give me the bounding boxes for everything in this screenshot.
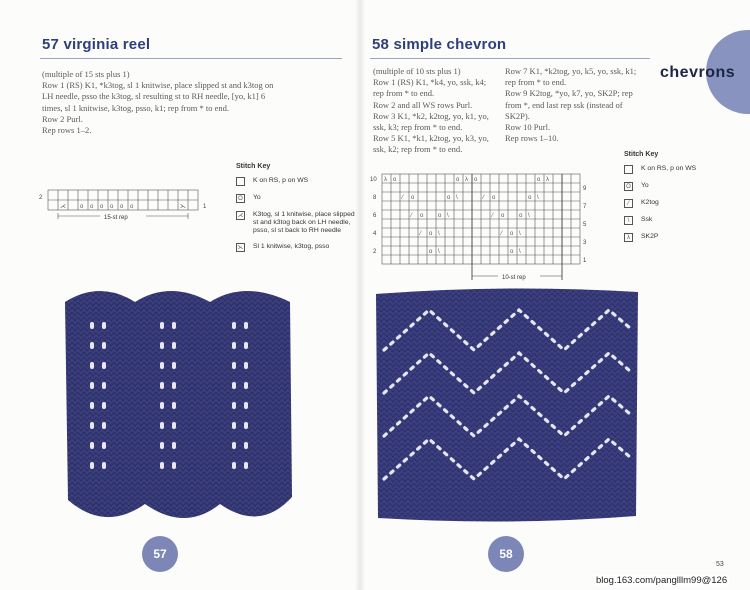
chart-row-label-right: 1 xyxy=(203,204,207,210)
knit-square-icon xyxy=(624,165,633,174)
svg-text:⋌: ⋌ xyxy=(60,204,66,210)
key-row xyxy=(624,182,724,191)
svg-text:\: \ xyxy=(456,195,458,201)
key-row xyxy=(624,233,724,242)
svg-text:λ: λ xyxy=(465,177,468,183)
svg-text:o: o xyxy=(438,213,442,219)
svg-text:λ: λ xyxy=(384,177,387,183)
key-row xyxy=(236,211,356,235)
key-row xyxy=(236,177,356,186)
row-label: 9 xyxy=(583,186,587,192)
key-row xyxy=(624,216,724,225)
svg-text:o: o xyxy=(110,204,114,210)
svg-text:o: o xyxy=(510,231,514,237)
swatch-body xyxy=(65,291,292,518)
key-label: K on RS, p on WS xyxy=(253,177,309,184)
svg-text:\: \ xyxy=(438,231,440,237)
yarn-over-icon: O xyxy=(236,194,245,203)
svg-text:o: o xyxy=(456,177,460,183)
svg-text:o: o xyxy=(510,249,514,255)
key-label: K on RS, p on WS xyxy=(641,165,697,172)
k3tog-place-icon: ⋌ xyxy=(237,213,244,219)
svg-text:⁄: ⁄ xyxy=(501,231,503,237)
svg-text:⁄: ⁄ xyxy=(420,231,422,237)
svg-text:⁄: ⁄ xyxy=(492,213,494,219)
svg-text:⁄: ⁄ xyxy=(411,213,413,219)
chart-repeat-label: 10-st rep xyxy=(502,275,526,281)
pattern-58-swatch-photo xyxy=(372,288,642,524)
svg-text:\: \ xyxy=(519,231,521,237)
instruction-line: Row 3 K1, *k2, k2tog, yo, k1, yo, ssk, k3; rep from * to end. xyxy=(373,110,489,133)
instruction-line: Rep rows 1–2. xyxy=(42,125,92,136)
svg-text:o: o xyxy=(519,213,523,219)
row-label: 7 xyxy=(583,204,587,210)
instruction-line: Row 5 K1, *k1, k2tog, yo, k3, yo, ssk, k2; rep from * to end. xyxy=(373,133,489,155)
pattern-58-instructions-col1 xyxy=(373,66,498,156)
key-row xyxy=(624,165,724,174)
svg-text:\: \ xyxy=(447,213,449,219)
instruction-line: Row 7 K1, *k2tog, yo, k5, yo, ssk, k1; rep from * to end. xyxy=(505,66,637,88)
book-gutter xyxy=(355,0,365,590)
key-label: Ssk xyxy=(641,216,653,223)
svg-text:o: o xyxy=(393,177,397,183)
pattern-57-title: 57 virginia reel xyxy=(42,36,151,53)
svg-text:o: o xyxy=(429,249,433,255)
instruction-line: Row 9 K2tog, *yo, k7, yo, SK2P; rep from *, end last rep ssk (instead of SK2P). xyxy=(505,88,633,121)
ssk-icon: \ xyxy=(624,216,633,225)
svg-text:o: o xyxy=(474,177,478,183)
svg-text:o: o xyxy=(528,195,532,201)
pattern-57-stitch-key xyxy=(236,163,356,260)
instruction-line: Row 10 Purl. xyxy=(505,122,551,133)
chart-row-label-left: 2 xyxy=(39,195,43,201)
key-label: Yo xyxy=(641,182,649,189)
svg-text:o: o xyxy=(492,195,496,201)
sk3tog-icon: ⋋ xyxy=(237,245,244,251)
stitch-key-title: Stitch Key xyxy=(236,163,271,170)
chart-left-row-labels xyxy=(370,177,377,255)
svg-text:o: o xyxy=(420,213,424,219)
key-label: Yo xyxy=(253,194,261,201)
svg-text:λ: λ xyxy=(546,177,549,183)
page-number: 53 xyxy=(716,561,724,568)
svg-text:\: \ xyxy=(537,195,539,201)
row-label: 8 xyxy=(373,195,377,201)
instruction-line: (multiple of 10 sts plus 1) xyxy=(373,66,461,76)
row-label: 3 xyxy=(583,240,587,246)
instruction-line: (multiple of 15 sts plus 1) xyxy=(42,69,130,79)
key-row xyxy=(236,243,356,252)
row-label: 4 xyxy=(373,231,377,237)
chart-grid xyxy=(382,174,580,264)
pattern-58-instructions-col2 xyxy=(505,66,637,144)
sk2p-icon: λ xyxy=(624,233,633,242)
row-label: 6 xyxy=(373,213,377,219)
instruction-line: Row 1 (RS) K1, *k3tog, sl 1 knitwise, place slipped st and k3tog on LH needle, psso the k3tog, sl resulting st to RH needle, [yo, k1] 6 times, sl 1 knitwise, k3tog, psso, k1; rep from * to end. xyxy=(42,80,274,113)
row-label: 2 xyxy=(373,249,377,255)
k2tog-icon: ⁄ xyxy=(624,199,633,208)
svg-text:o: o xyxy=(429,231,433,237)
key-label: K3tog, sl 1 knitwise, place slipped st and k3tog back on LH needle, psso, sl st back to RH needle xyxy=(253,211,355,234)
watermark-text: blog.163.com/panglllm99@126 xyxy=(596,575,728,586)
svg-text:o: o xyxy=(120,204,124,210)
key-label: SK2P xyxy=(641,233,659,240)
instruction-line: Row 2 Purl. xyxy=(42,113,83,124)
key-label: Sl 1 knitwise, k3tog, psso xyxy=(253,243,330,250)
title-rule-right xyxy=(370,58,650,59)
knit-square-icon xyxy=(236,177,245,186)
svg-text:o: o xyxy=(501,213,505,219)
svg-text:o: o xyxy=(100,204,104,210)
row-label: 1 xyxy=(583,258,587,264)
pattern-58-chart xyxy=(368,170,598,288)
pattern-58-title: 58 simple chevron xyxy=(372,36,507,53)
instruction-line: Row 1 (RS) K1, *k4, yo, ssk, k4; rep from * to end. xyxy=(373,77,487,99)
svg-text:\: \ xyxy=(528,213,530,219)
svg-text:o: o xyxy=(537,177,541,183)
pattern-57-swatch-photo xyxy=(60,282,300,532)
svg-text:\: \ xyxy=(438,249,440,255)
svg-text:⁄: ⁄ xyxy=(402,195,404,201)
svg-text:⋋: ⋋ xyxy=(180,204,186,210)
key-row xyxy=(624,199,724,208)
key-label: K2tog xyxy=(641,199,659,206)
chart-repeat-label: 15-st rep xyxy=(104,215,128,221)
key-row xyxy=(236,194,356,203)
pattern-57-badge: 57 xyxy=(142,536,178,572)
svg-text:o: o xyxy=(447,195,451,201)
instruction-line: Rep rows 1–10. xyxy=(505,133,559,144)
yarn-over-icon: O xyxy=(624,182,633,191)
pattern-57-instructions xyxy=(42,69,274,136)
svg-text:o: o xyxy=(90,204,94,210)
title-rule-left xyxy=(40,58,342,59)
row-label: 10 xyxy=(370,177,377,183)
pattern-58-stitch-key xyxy=(624,151,724,250)
section-name: chevrons xyxy=(660,64,736,81)
chart-right-row-labels xyxy=(583,186,587,264)
svg-text:\: \ xyxy=(519,249,521,255)
svg-text:o: o xyxy=(130,204,134,210)
pattern-58-badge: 58 xyxy=(488,536,524,572)
instruction-line: Row 2 and all WS rows Purl. xyxy=(373,99,473,110)
row-label: 5 xyxy=(583,222,587,228)
chart-symbols xyxy=(60,204,186,210)
svg-text:⁄: ⁄ xyxy=(483,195,485,201)
stitch-key-title: Stitch Key xyxy=(624,151,659,158)
pattern-57-chart xyxy=(38,186,213,224)
svg-text:o: o xyxy=(411,195,415,201)
svg-text:o: o xyxy=(80,204,84,210)
